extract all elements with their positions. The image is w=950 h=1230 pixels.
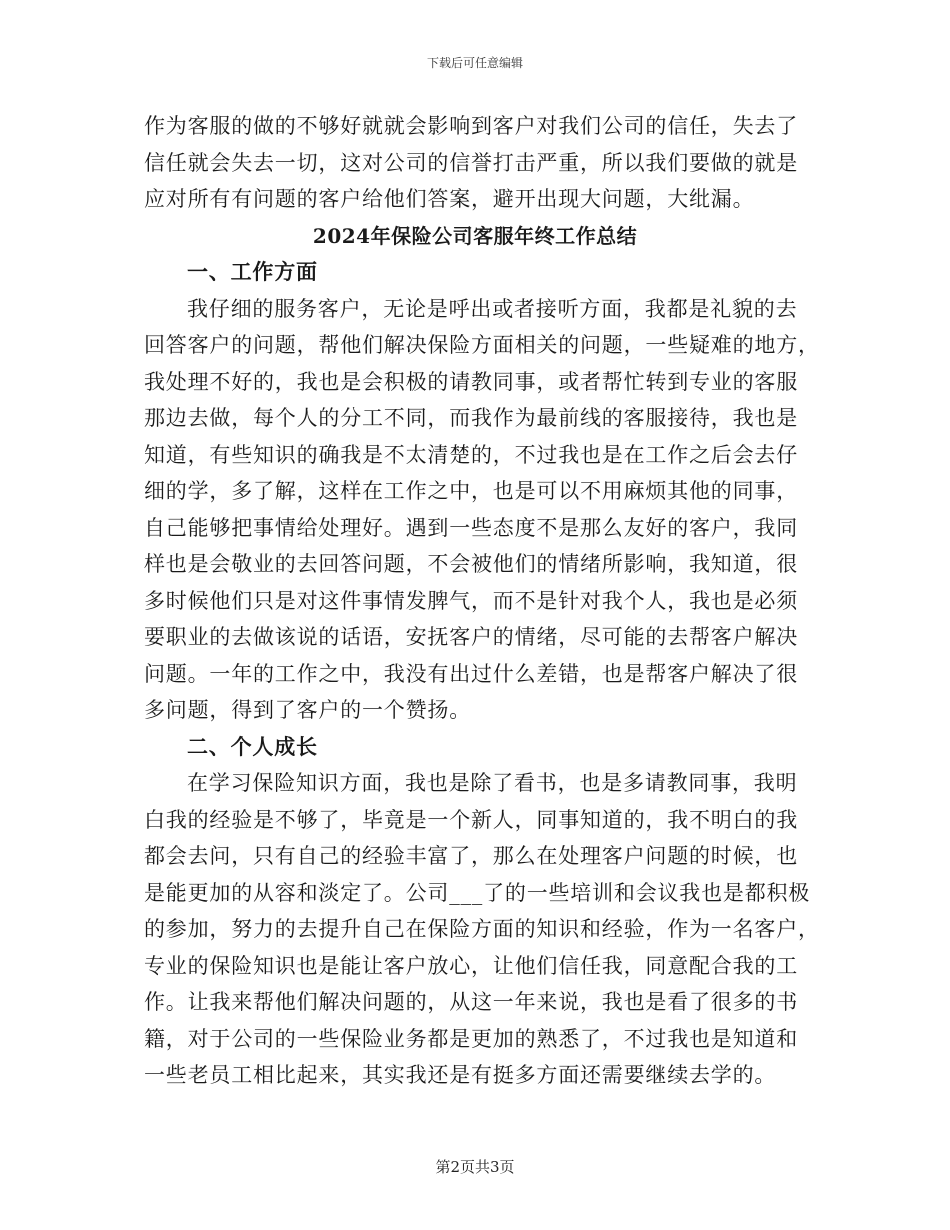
paragraph-line: 我处理不好的，我也是会积极的请教同事，或者帮忙转到专业的客服 — [144, 369, 798, 394]
section-heading-growth: 二、个人成长 — [187, 733, 318, 759]
page-header: 下载后可任意编辑 — [426, 56, 523, 70]
paragraph-line: 要职业的去做该说的话语，安抚客户的情绪，尽可能的去帮客户解决 — [144, 625, 798, 649]
paragraph-line: 我仔细的服务客户，无论是呼出或者接听方面，我都是礼貌的去 — [187, 296, 798, 321]
paragraph-line: 多时候他们只是对这件事情发脾气，而不是针对我个人，我也是必须 — [144, 588, 798, 613]
paragraph-line: 白我的经验是不够了，毕竟是一个新人，同事知道的，我不明白的我 — [144, 807, 798, 832]
paragraph-line: 知道，有些知识的确我是不太清楚的，不过我也是在工作之后会去仔 — [144, 442, 798, 467]
paragraph-line: 一些老员工相比起来，其实我还是有挺多方面还需要继续去学的。 — [144, 1063, 777, 1087]
page-number: 第2页共3页 — [435, 1158, 515, 1176]
document-body — [144, 108, 820, 1094]
paragraph-line: 细的学，多了解，这样在工作之中，也是可以不用麻烦其他的同事， — [144, 479, 798, 503]
section-heading-work: 一、工作方面 — [187, 259, 318, 284]
paragraph-line: 自己能够把事情给处理好。遇到一些态度不是那么友好的客户，我同 — [144, 515, 798, 540]
intro-line: 作为客服的做的不够好就就会影响到客户对我们公司的信任，失去了 — [144, 114, 798, 138]
document-title: 2024年保险公司客服年终工作总结 — [312, 223, 638, 248]
paragraph-line: 样也是会敬业的去回答问题，不会被他们的情绪所影响，我知道，很 — [144, 552, 798, 576]
intro-line: 应对所有有问题的客户给他们答案，避开出现大问题，大纰漏。 — [144, 187, 755, 211]
paragraph-line: 回答客户的问题，帮他们解决保险方面相关的问题，一些疑难的地方， — [144, 333, 820, 357]
paragraph-line: 都会去问，只有自己的经验丰富了，那么在处理客户问题的时候，也 — [144, 844, 798, 868]
paragraph-line: 作。让我来帮他们解决问题的，从这一年来说，我也是看了很多的书 — [144, 990, 798, 1014]
paragraph-line: 是能更加的从容和淡定了。公司___了的一些培训和会议我也是都积极 — [144, 880, 811, 905]
intro-line: 信任就会失去一切，这对公司的信誉打击严重，所以我们要做的就是 — [144, 150, 798, 175]
paragraph-line: 专业的保险知识也是能让客户放心，让他们信任我，同意配合我的工 — [144, 953, 798, 978]
paragraph-line: 籍，对于公司的一些保险业务都是更加的熟悉了，不过我也是知道和 — [144, 1026, 798, 1051]
paragraph-line: 多问题，得到了客户的一个赞扬。 — [144, 698, 471, 722]
paragraph-line: 问题。一年的工作之中，我没有出过什么差错，也是帮客户解决了很 — [144, 661, 798, 686]
paragraph-line: 的参加，努力的去提升自己在保险方面的知识和经验，作为一名客户， — [144, 917, 820, 941]
paragraph-line: 在学习保险知识方面，我也是除了看书，也是多请教同事，我明 — [187, 771, 798, 795]
paragraph-line: 那边去做，每个人的分工不同，而我作为最前线的客服接待，我也是 — [144, 406, 798, 430]
